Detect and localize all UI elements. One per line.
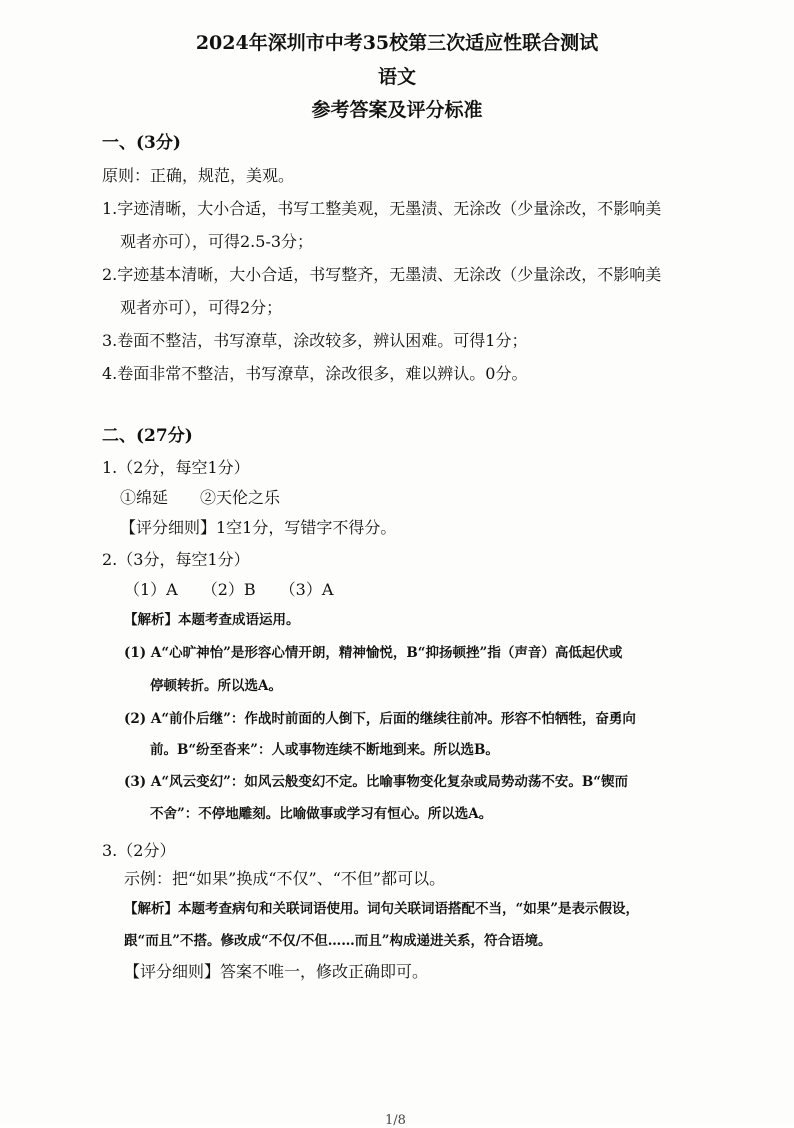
section1-item-3: 3.卷面不整洁，书写潦草，涂改较多，辨认困难。可得1分； bbox=[102, 331, 528, 350]
q3-analysis-1: 【解析】本题考查病句和关联词语使用。词句关联词语搭配不当，“如果”是表示假设， bbox=[124, 901, 640, 917]
section1-item-2-cont: 观者亦可），可得2分； bbox=[120, 298, 283, 317]
q1-label: 1.（2分，每空1分） bbox=[102, 458, 250, 477]
section1-item-2: 2.字迹基本清晰，大小合适，书写整齐，无墨渍、无涂改（少量涂改，不影响美 bbox=[102, 265, 662, 284]
section1-item-1-cont: 观者亦可），可得2.5-3分； bbox=[120, 232, 314, 251]
document-title: 参考答案及评分标准 bbox=[311, 99, 483, 121]
q2-analysis-1: (1) A“心旷神怡”是形容心情开朗，精神愉悦，B“抑扬顿挫”指（声音）高低起伏或 bbox=[124, 645, 623, 661]
page-number: 1/8 bbox=[385, 1113, 406, 1128]
q2-analysis-3: (3) A“风云变幻”：如风云般变幻不定。比喻事物变化复杂或局势动荡不安。B“锲而 bbox=[124, 774, 629, 790]
q2-analysis-1-cont: 停顿转折。所以选A。 bbox=[150, 678, 282, 694]
section2-heading: 二、(27分) bbox=[102, 426, 193, 446]
q3-answer: 示例：把“如果”换成“不仅”、“不但”都可以。 bbox=[124, 869, 446, 888]
q1-rule: 【评分细则】1空1分，写错字不得分。 bbox=[120, 518, 397, 537]
q2-answer: （1）A （2）B （3）A bbox=[124, 580, 334, 599]
q2-analysis-3-cont: 不舍”：不停地雕刻。比喻做事或学习有恒心。所以选A。 bbox=[150, 806, 493, 822]
q2-analysis-2: (2) A“前仆后继”：作战时前面的人倒下，后面的继续往前冲。形容不怕牺牲，奋勇向 bbox=[124, 711, 636, 727]
section1-item-1: 1.字迹清晰，大小合适，书写工整美观，无墨渍、无涂改（少量涂改，不影响美 bbox=[102, 199, 662, 218]
section1-item-4: 4.卷面非常不整洁，书写潦草，涂改很多，难以辨认。0分。 bbox=[102, 364, 528, 383]
q3-label: 3.（2分） bbox=[102, 841, 176, 860]
section1-principle: 原则：正确，规范，美观。 bbox=[102, 166, 295, 185]
q2-label: 2.（3分，每空1分） bbox=[102, 550, 250, 569]
q3-analysis-2: 跟“而且”不搭。修改成“不仅/不但……而且”构成递进关系，符合语境。 bbox=[124, 933, 552, 949]
page-title: 2024年深圳市中考35校第三次适应性联合测试 bbox=[195, 32, 599, 54]
subject-title: 语文 bbox=[377, 66, 416, 88]
q3-rule: 【评分细则】答案不唯一，修改正确即可。 bbox=[124, 962, 429, 981]
section1-heading: 一、(3分) bbox=[102, 133, 181, 153]
q2-analysis-2-cont: 前。B“纷至沓来”：人或事物连续不断地到来。所以选B。 bbox=[150, 742, 499, 758]
q2-analysis-head: 【解析】本题考查成语运用。 bbox=[124, 612, 300, 628]
q1-answer: ①绵延 ②天伦之乐 bbox=[120, 488, 281, 507]
